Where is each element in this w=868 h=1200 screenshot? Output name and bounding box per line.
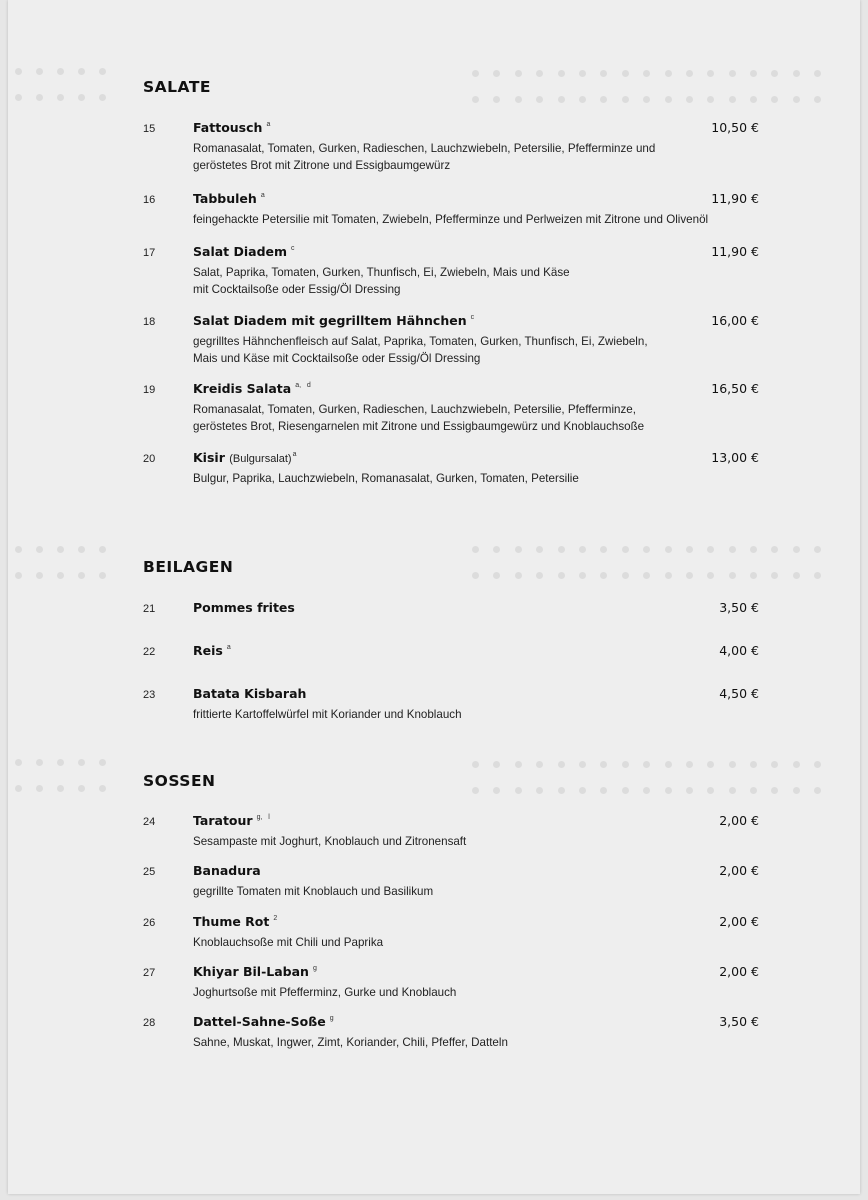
decorative-dot: [622, 546, 629, 553]
decorative-dot: [99, 759, 106, 766]
item-name-text: Reis: [193, 643, 223, 658]
decorative-dot: [78, 546, 85, 553]
allergen-marker: a: [260, 192, 265, 199]
section-title-salate: SALATE: [143, 78, 211, 96]
decorative-dot: [793, 787, 800, 794]
decorative-dot: [771, 761, 778, 768]
decorative-dot: [579, 546, 586, 553]
decorative-dot: [750, 572, 757, 579]
decorative-dot: [15, 759, 22, 766]
description-line: feingehackte Petersilie mit Tomaten, Zwiebeln, Pfefferminze und Perlweizen mit Zitrone und Olivenöl: [193, 213, 709, 226]
allergen-marker: c: [470, 314, 475, 321]
item-name-text: Pommes frites: [193, 600, 295, 615]
dot-pattern-right: [472, 70, 821, 103]
decorative-dot: [665, 761, 672, 768]
decorative-dot: [707, 761, 714, 768]
item-name-text: Salat Diadem mit gegrilltem Hähnchen: [193, 313, 467, 328]
decorative-dot: [579, 70, 586, 77]
decorative-dot: [814, 761, 821, 768]
decorative-dot: [707, 787, 714, 794]
decorative-dot: [57, 68, 64, 75]
item-number: 17: [143, 247, 156, 259]
item-description: [193, 470, 579, 487]
decorative-dot: [793, 572, 800, 579]
decorative-dot: [99, 546, 106, 553]
description-line: geröstetes Brot, Riesengarnelen mit Zitrone und Essigbaumgewürz und Knoblauchsoße: [193, 420, 645, 433]
decorative-dot: [493, 761, 500, 768]
decorative-dot: [814, 572, 821, 579]
decorative-dot: [707, 70, 714, 77]
decorative-dot: [600, 787, 607, 794]
item-description: [193, 934, 383, 951]
decorative-dot: [493, 546, 500, 553]
decorative-dot: [15, 546, 22, 553]
description-line: Mais und Käse mit Cocktailsoße oder Essig/Öl Dressing: [193, 352, 481, 365]
allergen-marker: 2: [273, 915, 278, 922]
decorative-dot: [643, 96, 650, 103]
decorative-dot: [472, 70, 479, 77]
decorative-dot: [579, 787, 586, 794]
decorative-dot: [793, 761, 800, 768]
decorative-dot: [493, 572, 500, 579]
item-price: 16,50 €: [711, 381, 759, 396]
decorative-dot: [793, 96, 800, 103]
decorative-dot: [515, 546, 522, 553]
decorative-dot: [536, 787, 543, 794]
description-line: Sesampaste mit Joghurt, Knoblauch und Zitronensaft: [193, 835, 467, 848]
item-price: 13,00 €: [711, 450, 759, 465]
decorative-dot: [78, 68, 85, 75]
allergen-marker: a: [226, 644, 231, 651]
decorative-dot: [493, 787, 500, 794]
decorative-dot: [729, 761, 736, 768]
decorative-dot: [707, 546, 714, 553]
decorative-dot: [643, 761, 650, 768]
item-name-text: Khiyar Bil-Laban: [193, 964, 309, 979]
item-price: 10,50 €: [711, 120, 759, 135]
decorative-dot: [99, 94, 106, 101]
allergen-marker: c: [291, 245, 295, 252]
decorative-dot: [99, 68, 106, 75]
section-title-beilagen: BEILAGEN: [143, 558, 234, 576]
decorative-dot: [579, 572, 586, 579]
decorative-dot: [600, 572, 607, 579]
decorative-dot: [750, 70, 757, 77]
decorative-dot: [57, 785, 64, 792]
item-number: 28: [143, 1017, 156, 1029]
item-number: 27: [143, 967, 156, 979]
decorative-dot: [729, 70, 736, 77]
decorative-dot: [78, 94, 85, 101]
item-price: 16,00 €: [711, 313, 759, 328]
item-name: [193, 244, 295, 259]
decorative-dot: [515, 761, 522, 768]
item-name: [193, 191, 265, 206]
item-subtitle: (Bulgursalat): [229, 453, 292, 465]
decorative-dot: [579, 761, 586, 768]
decorative-dot: [78, 785, 85, 792]
item-number: 19: [143, 384, 156, 396]
decorative-dot: [665, 70, 672, 77]
decorative-dot: [814, 96, 821, 103]
decorative-dot: [558, 70, 565, 77]
item-number: 18: [143, 316, 156, 328]
decorative-dot: [99, 572, 106, 579]
description-line: Salat, Paprika, Tomaten, Gurken, Thunfisch, Ei, Zwiebeln, Mais und Käse: [193, 266, 570, 279]
decorative-dot: [57, 759, 64, 766]
section-title-sossen: SOSSEN: [143, 772, 216, 790]
decorative-dot: [600, 96, 607, 103]
decorative-dot: [472, 96, 479, 103]
item-name: [193, 120, 270, 135]
allergen-marker: g: [312, 965, 317, 972]
decorative-dot: [493, 70, 500, 77]
decorative-dot: [686, 546, 693, 553]
item-name-text: Tabbuleh: [193, 191, 257, 206]
decorative-dot: [57, 94, 64, 101]
item-name: [193, 686, 306, 701]
decorative-dot: [600, 761, 607, 768]
decorative-dot: [536, 761, 543, 768]
decorative-dot: [36, 546, 43, 553]
decorative-dot: [558, 761, 565, 768]
decorative-dot: [622, 96, 629, 103]
description-line: Bulgur, Paprika, Lauchzwiebeln, Romanasalat, Gurken, Tomaten, Petersilie: [193, 472, 579, 485]
item-name: [193, 964, 317, 979]
description-line: gegrilltes Hähnchenfleisch auf Salat, Paprika, Tomaten, Gurken, Thunfisch, Ei, Zwiebeln,: [193, 335, 648, 348]
allergen-marker: g, l: [256, 814, 270, 821]
item-number: 23: [143, 689, 156, 701]
item-number: 16: [143, 194, 156, 206]
item-number: 20: [143, 453, 156, 465]
description-line: gegrillte Tomaten mit Knoblauch und Basilikum: [193, 885, 434, 898]
decorative-dot: [729, 787, 736, 794]
item-name-text: Banadura: [193, 863, 261, 878]
description-line: Romanasalat, Tomaten, Gurken, Radieschen, Lauchzwiebeln, Petersilie, Pfefferminze,: [193, 403, 636, 416]
decorative-dot: [793, 70, 800, 77]
item-price: 11,90 €: [711, 244, 759, 259]
decorative-dot: [622, 70, 629, 77]
decorative-dot: [771, 546, 778, 553]
item-description: [193, 1034, 508, 1051]
item-description: [193, 984, 456, 1001]
decorative-dot: [15, 572, 22, 579]
decorative-dot: [750, 546, 757, 553]
decorative-dot: [472, 787, 479, 794]
decorative-dot: [472, 761, 479, 768]
decorative-dot: [729, 96, 736, 103]
decorative-dot: [665, 787, 672, 794]
item-name: [193, 1014, 334, 1029]
allergen-marker: a, d: [295, 382, 311, 389]
allergen-marker: a: [266, 121, 271, 128]
decorative-dot: [643, 572, 650, 579]
decorative-dot: [793, 546, 800, 553]
decorative-dot: [686, 70, 693, 77]
decorative-dot: [493, 96, 500, 103]
item-price: 2,00 €: [719, 914, 759, 929]
description-line: Sahne, Muskat, Ingwer, Zimt, Koriander, Chili, Pfeffer, Datteln: [193, 1036, 508, 1049]
decorative-dot: [600, 546, 607, 553]
item-name: [193, 914, 277, 929]
decorative-dot: [750, 96, 757, 103]
description-line: Joghurtsoße mit Pfefferminz, Gurke und Knoblauch: [193, 986, 457, 999]
decorative-dot: [622, 572, 629, 579]
decorative-dot: [558, 96, 565, 103]
decorative-dot: [78, 759, 85, 766]
decorative-dot: [643, 70, 650, 77]
item-description: [193, 833, 466, 850]
item-number: 22: [143, 646, 156, 658]
decorative-dot: [36, 94, 43, 101]
item-name-text: Batata Kisbarah: [193, 686, 307, 701]
decorative-dot: [686, 96, 693, 103]
decorative-dot: [515, 96, 522, 103]
decorative-dot: [99, 785, 106, 792]
item-number: 21: [143, 603, 156, 615]
decorative-dot: [472, 546, 479, 553]
decorative-dot: [15, 68, 22, 75]
item-name: [193, 450, 297, 465]
item-number: 25: [143, 866, 156, 878]
item-price: 2,00 €: [719, 863, 759, 878]
item-price: 2,00 €: [719, 813, 759, 828]
item-name-text: Kisir: [193, 450, 225, 465]
decorative-dot: [814, 546, 821, 553]
dot-pattern-left: [15, 68, 106, 101]
decorative-dot: [558, 572, 565, 579]
decorative-dot: [536, 70, 543, 77]
dot-pattern-right: [472, 546, 821, 579]
description-line: Romanasalat, Tomaten, Gurken, Radieschen, Lauchzwiebeln, Petersilie, Pfefferminze und: [193, 142, 656, 155]
decorative-dot: [707, 572, 714, 579]
decorative-dot: [15, 94, 22, 101]
decorative-dot: [579, 96, 586, 103]
decorative-dot: [665, 96, 672, 103]
item-number: 15: [143, 123, 156, 135]
decorative-dot: [665, 546, 672, 553]
decorative-dot: [643, 546, 650, 553]
description-line: geröstetes Brot mit Zitrone und Essigbaumgewürz: [193, 159, 451, 172]
item-name-text: Taratour: [193, 813, 253, 828]
decorative-dot: [729, 572, 736, 579]
item-price: 11,90 €: [711, 191, 759, 206]
decorative-dot: [665, 572, 672, 579]
decorative-dot: [558, 546, 565, 553]
decorative-dot: [643, 787, 650, 794]
decorative-dot: [515, 572, 522, 579]
decorative-dot: [57, 546, 64, 553]
item-price: 4,50 €: [719, 686, 759, 701]
decorative-dot: [558, 787, 565, 794]
item-name-text: Salat Diadem: [193, 244, 288, 259]
decorative-dot: [36, 785, 43, 792]
decorative-dot: [686, 761, 693, 768]
item-description: [193, 211, 708, 228]
dot-pattern-left: [15, 759, 106, 792]
decorative-dot: [515, 787, 522, 794]
item-name-text: Thume Rot: [193, 914, 270, 929]
item-description: [193, 333, 648, 367]
item-name: [193, 381, 311, 396]
item-name: [193, 813, 270, 828]
decorative-dot: [472, 572, 479, 579]
item-number: 26: [143, 917, 156, 929]
allergen-marker: g: [329, 1015, 334, 1022]
decorative-dot: [750, 761, 757, 768]
item-description: [193, 706, 462, 723]
item-name-text: Fattousch: [193, 120, 263, 135]
decorative-dot: [750, 787, 757, 794]
item-number: 24: [143, 816, 156, 828]
decorative-dot: [622, 761, 629, 768]
decorative-dot: [729, 546, 736, 553]
item-price: 3,50 €: [719, 600, 759, 615]
item-description: [193, 883, 433, 900]
dot-pattern-left: [15, 546, 106, 579]
decorative-dot: [515, 70, 522, 77]
decorative-dot: [78, 572, 85, 579]
decorative-dot: [536, 96, 543, 103]
item-description: [193, 264, 570, 298]
description-line: frittierte Kartoffelwürfel mit Koriander und Knoblauch: [193, 708, 462, 721]
item-name: [193, 600, 295, 615]
decorative-dot: [686, 787, 693, 794]
decorative-dot: [771, 787, 778, 794]
item-price: 3,50 €: [719, 1014, 759, 1029]
decorative-dot: [814, 787, 821, 794]
decorative-dot: [36, 68, 43, 75]
item-description: [193, 140, 655, 174]
decorative-dot: [771, 96, 778, 103]
item-description: [193, 401, 644, 435]
decorative-dot: [686, 572, 693, 579]
decorative-dot: [771, 70, 778, 77]
decorative-dot: [622, 787, 629, 794]
decorative-dot: [36, 759, 43, 766]
decorative-dot: [814, 70, 821, 77]
decorative-dot: [536, 546, 543, 553]
item-name-text: Kreidis Salata: [193, 381, 292, 396]
item-name: [193, 313, 474, 328]
decorative-dot: [57, 572, 64, 579]
description-line: Knoblauchsoße mit Chili und Paprika: [193, 936, 384, 949]
item-price: 2,00 €: [719, 964, 759, 979]
decorative-dot: [536, 572, 543, 579]
description-line: mit Cocktailsoße oder Essig/Öl Dressing: [193, 283, 401, 296]
decorative-dot: [707, 96, 714, 103]
decorative-dot: [15, 785, 22, 792]
allergen-marker: a: [292, 451, 297, 458]
dot-pattern-right: [472, 761, 821, 794]
decorative-dot: [600, 70, 607, 77]
item-name: [193, 643, 231, 658]
decorative-dot: [36, 572, 43, 579]
decorative-dot: [771, 572, 778, 579]
item-name: [193, 863, 261, 878]
item-price: 4,00 €: [719, 643, 759, 658]
item-name-text: Dattel-Sahne-Soße: [193, 1014, 326, 1029]
